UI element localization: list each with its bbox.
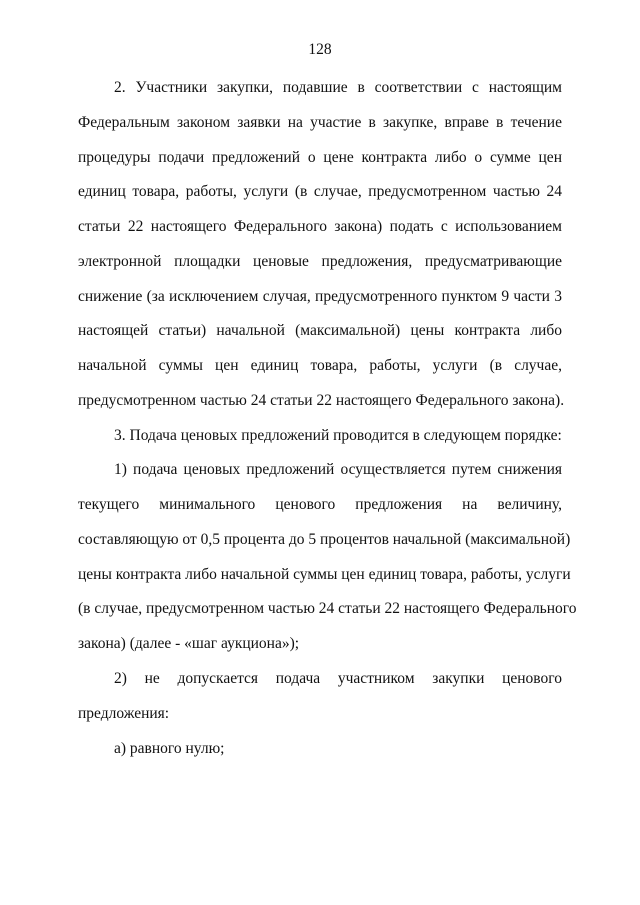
text-line: предложения: xyxy=(78,705,170,722)
text-line: статьи 22 настоящего Федерального закона) подать с использованием xyxy=(78,218,562,235)
text-line: цены контракта либо начальной суммы цен единиц товара, работы, услуги xyxy=(78,566,571,583)
text-line: снижение (за исключением случая, предусмотренного пунктом 9 части 3 xyxy=(78,288,562,305)
text-line: настоящей статьи) начальной (максимальной) цены контракта либо xyxy=(78,322,562,339)
text-line: электронной площадки ценовые предложения, предусматривающие xyxy=(78,253,562,270)
text-line: 2. Участники закупки, подавшие в соответствии с настоящим xyxy=(114,79,562,96)
text-line: 3. Подача ценовых предложений проводится в следующем порядке: xyxy=(114,427,562,444)
text-line: текущего минимального ценового предложения на величину, xyxy=(78,496,562,513)
page-number: 128 xyxy=(308,41,332,58)
text-line: предусмотренном частью 24 статьи 22 настоящего Федерального закона). xyxy=(78,392,565,409)
text-line: (в случае, предусмотренном частью 24 статьи 22 настоящего Федерального xyxy=(78,600,577,617)
text-line: 2) не допускается подача участником закупки ценового xyxy=(114,670,562,687)
text-line: начальной суммы цен единиц товара, работы, услуги (в случае, xyxy=(78,357,562,374)
text-line: 1) подача ценовых предложений осуществляется путем снижения xyxy=(114,461,562,478)
text-line: Федеральным законом заявки на участие в закупке, вправе в течение xyxy=(78,114,562,131)
text-line: единиц товара, работы, услуги (в случае, предусмотренном частью 24 xyxy=(78,183,562,200)
text-line: составляющую от 0,5 процента до 5 процентов начальной (максимальной) xyxy=(78,531,571,548)
text-line: закона) (далее - «шаг аукциона»); xyxy=(78,635,300,652)
text-line: а) равного нулю; xyxy=(114,740,225,757)
text-line: процедуры подачи предложений о цене контракта либо о сумме цен xyxy=(78,149,562,166)
